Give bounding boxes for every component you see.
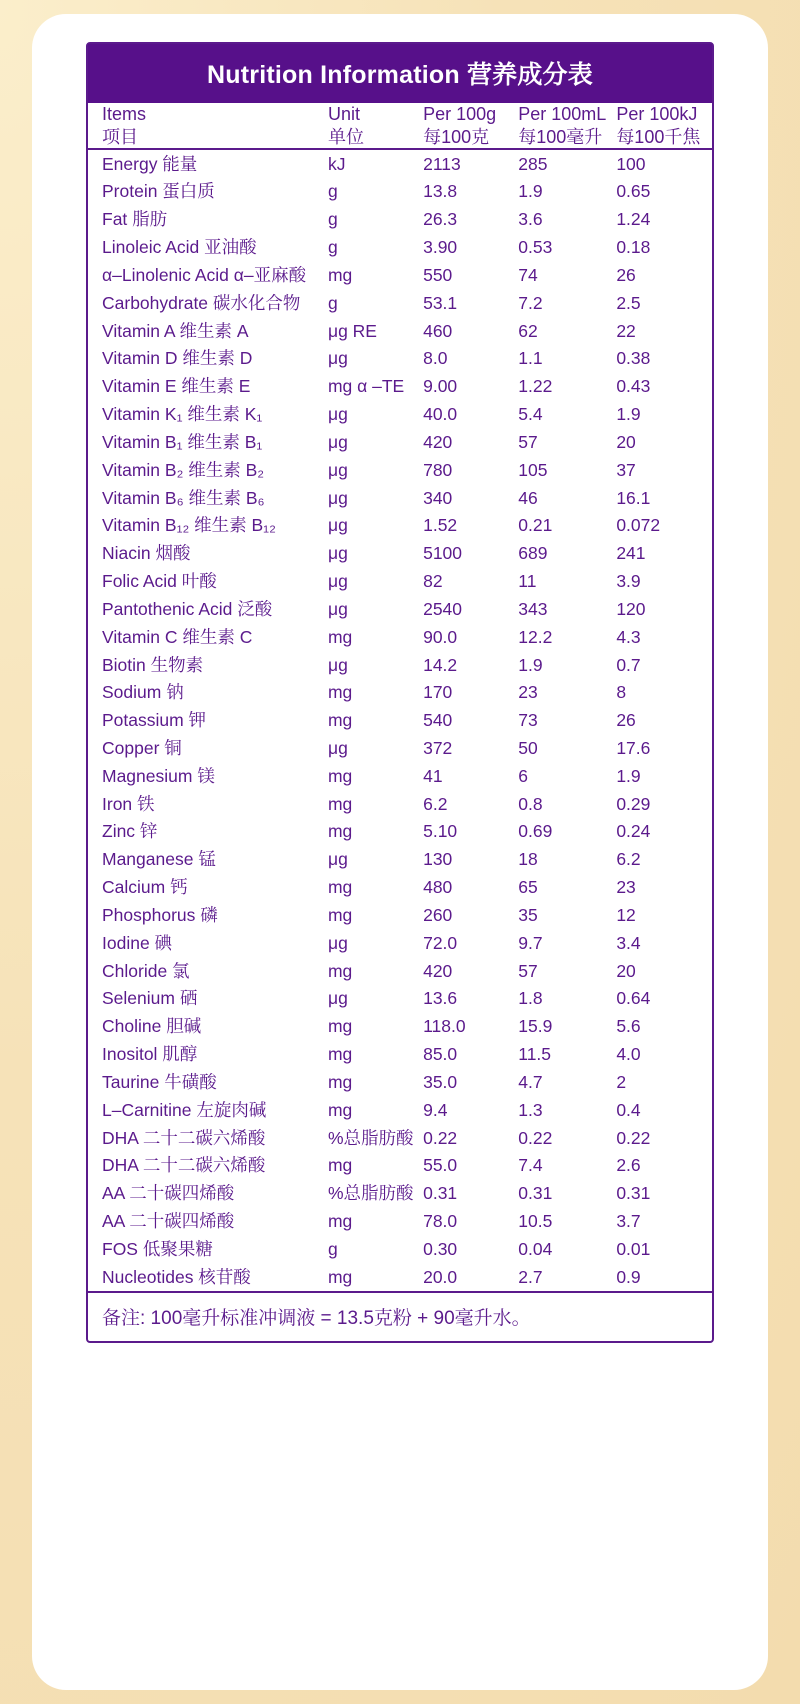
row-item-label: Nucleotides 核苷酸 <box>102 1266 251 1287</box>
column-header-unit <box>328 103 423 148</box>
row-unit: μg <box>327 988 348 1009</box>
table-row <box>88 985 712 1013</box>
row-per-100kj: 16.1 <box>616 487 651 508</box>
row-per-100g: 2113 <box>423 153 461 174</box>
column-header-per-100ml-en: Per 100mL <box>518 104 607 124</box>
row-unit: μg <box>327 487 348 508</box>
row-item-label: AA 二十碳四烯酸 <box>102 1183 235 1204</box>
row-per-100g: 13.8 <box>423 181 458 202</box>
row-per-100g: 26.3 <box>423 209 458 230</box>
row-per-100g: 0.30 <box>423 1238 458 1259</box>
table-head <box>88 103 712 150</box>
row-per-100kj: 120 <box>616 598 646 619</box>
row-per-100ml: 6 <box>518 765 528 786</box>
row-per-100ml: 2.7 <box>518 1266 543 1287</box>
row-item-label: Iodine 碘 <box>102 932 173 953</box>
column-header-per-100kj-en: Per 100kJ <box>616 104 698 124</box>
table-row <box>88 762 712 790</box>
row-item-label: Sodium 钠 <box>102 682 184 703</box>
row-unit: mg <box>327 1155 353 1176</box>
row-unit: g <box>327 209 338 230</box>
row-per-100ml: 1.9 <box>518 181 543 202</box>
row-per-100ml: 0.22 <box>518 1127 553 1148</box>
row-per-100ml: 0.8 <box>518 793 543 814</box>
row-per-100g: 1.52 <box>423 515 458 536</box>
row-per-100ml: 9.7 <box>518 932 543 953</box>
table-row <box>88 178 712 206</box>
row-per-100g: 340 <box>423 487 453 508</box>
row-per-100ml: 10.5 <box>518 1211 553 1232</box>
table-row <box>88 1152 712 1180</box>
row-unit: kJ <box>327 153 346 174</box>
row-per-100kj: 0.01 <box>616 1238 651 1259</box>
table-row <box>88 846 712 874</box>
row-per-100kj: 4.3 <box>616 626 641 647</box>
row-unit: mg <box>327 821 353 842</box>
row-per-100kj: 0.18 <box>616 237 651 258</box>
row-per-100kj: 0.38 <box>616 348 651 369</box>
row-unit: g <box>327 292 338 313</box>
row-item-label: DHA 二十二碳六烯酸 <box>102 1155 266 1176</box>
row-per-100kj: 5.6 <box>616 1016 641 1037</box>
row-item-label: Vitamin B₆ 维生素 B₆ <box>102 487 265 508</box>
row-per-100kj: 1.9 <box>616 765 641 786</box>
row-per-100g: 82 <box>423 571 443 592</box>
row-item-label: Vitamin B₂ 维生素 B₂ <box>102 459 265 480</box>
row-per-100g: 118.0 <box>423 1016 466 1037</box>
row-per-100ml: 1.9 <box>518 654 543 675</box>
row-unit: mg <box>327 960 353 981</box>
row-per-100kj: 0.43 <box>616 376 651 397</box>
row-per-100ml: 12.2 <box>518 626 553 647</box>
row-item-label: Magnesium 镁 <box>102 765 215 786</box>
column-header-items-zh: 项目 <box>102 126 138 147</box>
row-per-100g: 90.0 <box>423 626 458 647</box>
row-per-100kj: 0.7 <box>616 654 641 675</box>
row-unit: μg <box>327 571 348 592</box>
row-unit: mg <box>327 765 353 786</box>
row-per-100ml: 1.3 <box>518 1099 543 1120</box>
table-body <box>88 150 712 1291</box>
row-per-100kj: 0.24 <box>616 821 651 842</box>
row-per-100kj: 1.9 <box>616 404 641 425</box>
row-item-label: AA 二十碳四烯酸 <box>102 1211 235 1232</box>
row-per-100ml: 18 <box>518 849 538 870</box>
row-unit: mg <box>327 626 353 647</box>
row-per-100ml: 23 <box>518 682 538 703</box>
row-item-label: Choline 胆碱 <box>102 1016 202 1037</box>
row-unit: mg <box>327 904 353 925</box>
row-per-100kj: 241 <box>616 543 646 564</box>
row-unit: mg <box>327 1266 353 1287</box>
row-item-label: Taurine 牛磺酸 <box>102 1071 217 1092</box>
table-row <box>88 595 712 623</box>
row-item-label: Vitamin E 维生素 E <box>102 376 251 397</box>
column-header-per-100g-en: Per 100g <box>423 104 497 124</box>
row-per-100kj: 3.9 <box>616 571 641 592</box>
row-unit: μg <box>327 737 348 758</box>
row-per-100kj: 26 <box>616 264 636 285</box>
row-per-100ml: 35 <box>518 904 538 925</box>
row-per-100ml: 1.8 <box>518 988 543 1009</box>
row-item-label: α–Linolenic Acid α–亚麻酸 <box>102 264 307 285</box>
row-per-100g: 78.0 <box>423 1211 458 1232</box>
table-row <box>88 734 712 762</box>
row-per-100g: 5.10 <box>423 821 458 842</box>
row-per-100kj: 26 <box>616 710 636 731</box>
row-unit: mg <box>327 1211 353 1232</box>
row-unit: μg <box>327 849 348 870</box>
row-item-label: Vitamin B₁₂ 维生素 B₁₂ <box>102 515 276 536</box>
row-item-label: Manganese 锰 <box>102 849 216 870</box>
row-item-label: Inositol 肌醇 <box>102 1044 198 1065</box>
row-item-label: Vitamin D 维生素 D <box>102 348 253 369</box>
row-unit: mg α –TE <box>327 376 405 397</box>
table-row <box>88 567 712 595</box>
row-unit: mg <box>327 1099 353 1120</box>
table-row <box>88 818 712 846</box>
table-row <box>88 206 712 234</box>
table-row <box>88 400 712 428</box>
row-unit: mg <box>327 1044 353 1065</box>
row-per-100kj: 0.31 <box>616 1183 651 1204</box>
row-per-100g: 85.0 <box>423 1044 458 1065</box>
table-row <box>88 512 712 540</box>
row-per-100ml: 15.9 <box>518 1016 553 1037</box>
row-item-label: Vitamin K₁ 维生素 K₁ <box>102 404 263 425</box>
row-per-100kj: 20 <box>616 431 636 452</box>
table-row <box>88 1068 712 1096</box>
row-unit: μg <box>327 404 348 425</box>
row-per-100kj: 23 <box>616 877 636 898</box>
row-per-100g: 40.0 <box>423 404 458 425</box>
row-per-100ml: 0.53 <box>518 237 553 258</box>
row-unit: g <box>327 181 338 202</box>
row-unit: μg <box>327 431 348 452</box>
row-item-label: Copper 铜 <box>102 737 182 758</box>
row-per-100kj: 4.0 <box>616 1044 641 1065</box>
row-per-100ml: 7.2 <box>518 292 543 313</box>
row-item-label: Selenium 硒 <box>102 988 198 1009</box>
row-per-100kj: 0.22 <box>616 1127 651 1148</box>
table-row <box>88 233 712 261</box>
row-per-100g: 3.90 <box>423 237 458 258</box>
table-row <box>88 957 712 985</box>
row-per-100ml: 105 <box>518 459 548 480</box>
row-per-100g: 14.2 <box>423 654 458 675</box>
row-item-label: Vitamin A 维生素 A <box>102 320 249 341</box>
row-per-100g: 550 <box>423 264 453 285</box>
row-per-100ml: 7.4 <box>518 1155 543 1176</box>
row-per-100kj: 3.7 <box>616 1211 641 1232</box>
row-per-100ml: 62 <box>518 320 538 341</box>
table-row <box>88 929 712 957</box>
table-row <box>88 150 712 178</box>
row-per-100ml: 57 <box>518 431 538 452</box>
row-per-100kj: 2 <box>616 1071 627 1092</box>
table-row <box>88 1235 712 1263</box>
column-header-per-100ml <box>518 103 616 148</box>
row-per-100g: 130 <box>423 849 453 870</box>
table-row <box>88 901 712 929</box>
footnote: 备注: 100毫升标准冲调液 = 13.5克粉 + 90毫升水。 <box>88 1291 712 1341</box>
row-item-label: Protein 蛋白质 <box>102 181 215 202</box>
row-per-100g: 20.0 <box>423 1266 458 1287</box>
row-per-100g: 420 <box>423 960 453 981</box>
row-per-100kj: 0.072 <box>616 515 661 536</box>
row-per-100g: 170 <box>423 682 453 703</box>
table-row <box>88 289 712 317</box>
nutrition-card <box>32 14 768 1690</box>
row-item-label: Energy 能量 <box>102 153 198 174</box>
row-unit: %总脂肪酸 <box>327 1127 414 1148</box>
table-header-row <box>88 103 712 148</box>
row-per-100ml: 343 <box>518 598 548 619</box>
table-row <box>88 1013 712 1041</box>
row-item-label: Carbohydrate 碳水化合物 <box>102 292 301 313</box>
table-row <box>88 679 712 707</box>
row-item-label: Niacin 烟酸 <box>102 543 191 564</box>
column-header-per-100g <box>423 103 518 148</box>
row-per-100kj: 0.64 <box>616 988 651 1009</box>
row-per-100g: 540 <box>423 710 453 731</box>
table-row <box>88 484 712 512</box>
column-header-per-100ml-zh: 每100毫升 <box>518 126 603 147</box>
table-row <box>88 651 712 679</box>
column-header-unit-zh: 单位 <box>327 126 364 147</box>
row-per-100ml: 11 <box>518 571 537 592</box>
row-unit: μg <box>327 543 348 564</box>
row-per-100ml: 0.04 <box>518 1238 553 1259</box>
table-row <box>88 373 712 401</box>
row-per-100ml: 65 <box>518 877 538 898</box>
row-per-100ml: 50 <box>518 737 538 758</box>
row-per-100g: 372 <box>423 737 453 758</box>
column-header-items-en: Items <box>102 104 147 124</box>
row-item-label: L–Carnitine 左旋肉碱 <box>102 1099 267 1120</box>
page-title: Nutrition Information 营养成分表 <box>88 44 712 103</box>
row-per-100g: 420 <box>423 431 453 452</box>
row-per-100ml: 285 <box>518 153 548 174</box>
row-item-label: Zinc 锌 <box>102 821 158 842</box>
row-per-100g: 9.4 <box>423 1099 448 1120</box>
row-per-100kj: 2.6 <box>616 1155 641 1176</box>
table-row <box>88 790 712 818</box>
row-unit: %总脂肪酸 <box>327 1183 414 1204</box>
row-per-100ml: 0.69 <box>518 821 553 842</box>
row-per-100g: 5100 <box>423 543 463 564</box>
column-header-per-100g-zh: 每100克 <box>423 126 490 147</box>
row-per-100kj: 0.9 <box>616 1266 641 1287</box>
row-per-100kj: 37 <box>616 459 636 480</box>
row-per-100g: 35.0 <box>423 1071 458 1092</box>
row-item-label: Phosphorus 磷 <box>102 904 218 925</box>
column-header-unit-en: Unit <box>327 104 360 124</box>
row-unit: μg <box>327 654 348 675</box>
row-per-100kj: 1.24 <box>616 209 651 230</box>
row-per-100g: 9.00 <box>423 376 458 397</box>
row-item-label: Linoleic Acid 亚油酸 <box>102 237 257 258</box>
row-per-100g: 55.0 <box>423 1155 458 1176</box>
row-unit: mg <box>327 1016 353 1037</box>
table-row <box>88 345 712 373</box>
row-item-label: Vitamin B₁ 维生素 B₁ <box>102 431 263 452</box>
row-per-100g: 53.1 <box>423 292 458 313</box>
row-per-100ml: 11.5 <box>518 1044 552 1065</box>
row-unit: μg <box>327 459 348 480</box>
row-unit: mg <box>327 264 353 285</box>
row-per-100g: 480 <box>423 877 453 898</box>
row-per-100g: 8.0 <box>423 348 448 369</box>
row-per-100ml: 1.22 <box>518 376 553 397</box>
column-header-per-100kj <box>616 103 712 148</box>
row-per-100ml: 46 <box>518 487 538 508</box>
table-row <box>88 261 712 289</box>
row-per-100g: 260 <box>423 904 453 925</box>
table-row <box>88 1180 712 1208</box>
row-per-100ml: 3.6 <box>518 209 543 230</box>
row-unit: μg RE <box>327 320 377 341</box>
table-row <box>88 540 712 568</box>
row-unit: mg <box>327 877 353 898</box>
row-item-label: Pantothenic Acid 泛酸 <box>102 598 273 619</box>
row-per-100kj: 0.29 <box>616 793 651 814</box>
table-row <box>88 456 712 484</box>
row-unit: g <box>327 237 338 258</box>
row-unit: μg <box>327 515 348 536</box>
nutrition-table <box>88 103 712 1291</box>
row-unit: μg <box>327 932 348 953</box>
row-per-100kj: 3.4 <box>616 932 641 953</box>
row-per-100g: 6.2 <box>423 793 448 814</box>
row-per-100kj: 6.2 <box>616 849 641 870</box>
row-item-label: Iron 铁 <box>102 793 155 814</box>
table-row <box>88 1041 712 1069</box>
row-per-100g: 41 <box>423 765 443 786</box>
row-per-100kj: 0.65 <box>616 181 651 202</box>
row-per-100g: 460 <box>423 320 453 341</box>
row-per-100g: 72.0 <box>423 932 458 953</box>
row-per-100ml: 1.1 <box>518 348 543 369</box>
row-per-100g: 0.22 <box>423 1127 458 1148</box>
row-unit: mg <box>327 710 353 731</box>
row-unit: g <box>327 1238 338 1259</box>
row-item-label: Chloride 氯 <box>102 960 190 981</box>
row-per-100kj: 17.6 <box>616 737 651 758</box>
row-per-100kj: 100 <box>616 153 646 174</box>
table-row <box>88 1263 712 1291</box>
row-per-100ml: 0.21 <box>518 515 553 536</box>
row-per-100kj: 8 <box>616 682 627 703</box>
row-item-label: Fat 脂肪 <box>102 209 168 230</box>
row-item-label: Calcium 钙 <box>102 877 188 898</box>
table-row <box>88 623 712 651</box>
table-row <box>88 1096 712 1124</box>
row-per-100ml: 689 <box>518 543 548 564</box>
row-per-100ml: 5.4 <box>518 404 543 425</box>
row-unit: mg <box>327 682 353 703</box>
table-row <box>88 874 712 902</box>
row-per-100ml: 57 <box>518 960 538 981</box>
row-item-label: Potassium 钾 <box>102 710 207 731</box>
row-unit: μg <box>327 348 348 369</box>
row-per-100g: 780 <box>423 459 453 480</box>
table-row <box>88 317 712 345</box>
row-per-100kj: 2.5 <box>616 292 641 313</box>
row-item-label: FOS 低聚果糖 <box>102 1238 213 1259</box>
row-item-label: Folic Acid 叶酸 <box>102 571 217 592</box>
row-per-100ml: 4.7 <box>518 1071 543 1092</box>
table-row <box>88 1124 712 1152</box>
table-row <box>88 1207 712 1235</box>
row-per-100ml: 0.31 <box>518 1183 553 1204</box>
row-unit: μg <box>327 598 348 619</box>
row-per-100kj: 0.4 <box>616 1099 641 1120</box>
row-per-100g: 2540 <box>423 598 463 619</box>
table-row <box>88 428 712 456</box>
row-per-100kj: 22 <box>616 320 636 341</box>
row-per-100kj: 12 <box>616 904 636 925</box>
row-item-label: DHA 二十二碳六烯酸 <box>102 1127 266 1148</box>
table-row <box>88 707 712 735</box>
row-unit: mg <box>327 1071 353 1092</box>
nutrition-table-frame <box>86 42 714 1343</box>
row-per-100g: 0.31 <box>423 1183 458 1204</box>
column-header-items <box>88 103 328 148</box>
row-item-label: Vitamin C 维生素 C <box>102 626 253 647</box>
row-unit: mg <box>327 793 353 814</box>
row-per-100ml: 74 <box>518 264 538 285</box>
column-header-per-100kj-zh: 每100千焦 <box>616 126 701 147</box>
row-per-100ml: 73 <box>518 710 538 731</box>
row-per-100g: 13.6 <box>423 988 458 1009</box>
row-item-label: Biotin 生物素 <box>102 654 204 675</box>
row-per-100kj: 20 <box>616 960 636 981</box>
